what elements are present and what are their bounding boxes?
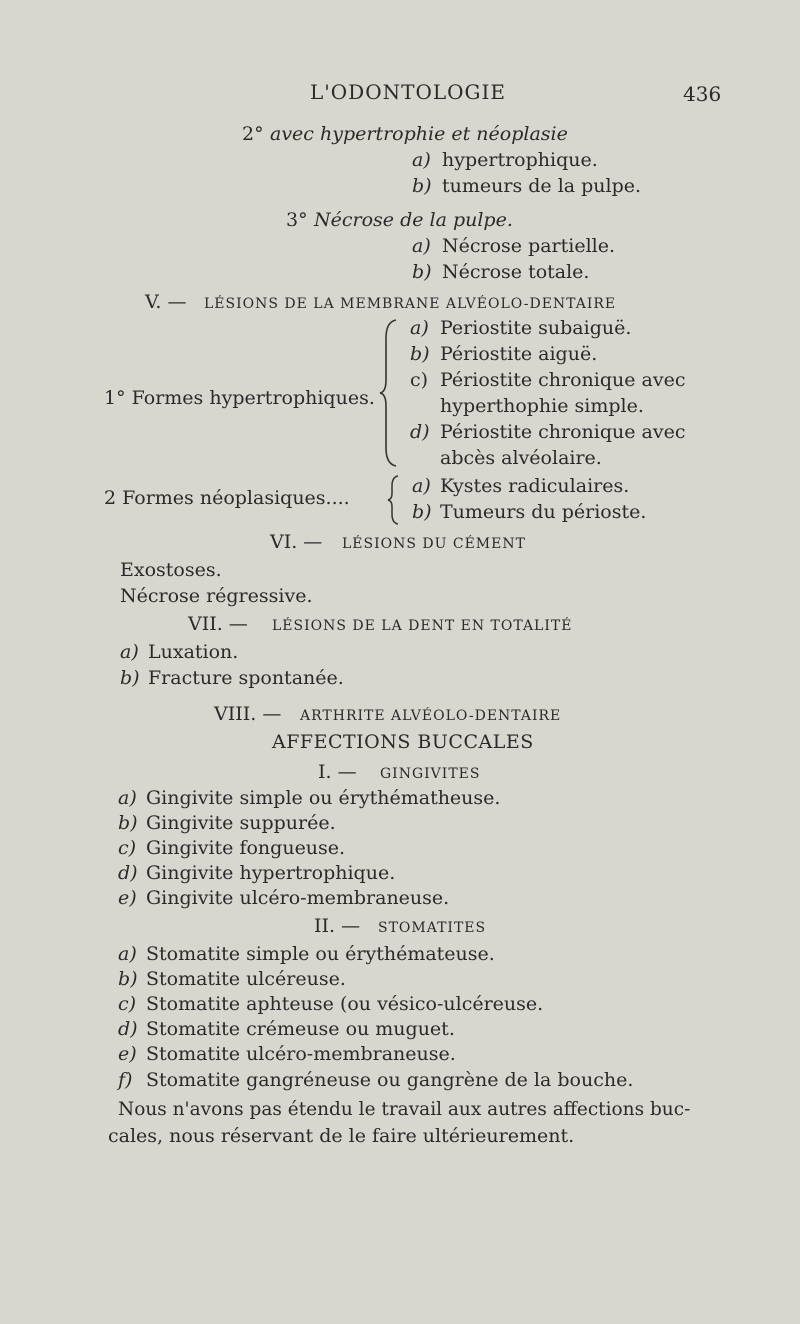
running-title: L'ODONTOLOGIE: [310, 80, 506, 104]
item-text: Luxation.: [148, 641, 239, 663]
subsection-number: 3°: [286, 209, 308, 231]
item-mark: a): [410, 317, 429, 339]
section-title: LÉSIONS DE LA DENT EN TOTALITÉ: [272, 618, 573, 634]
item-text: Périostite chronique avec: [440, 369, 686, 391]
item-text: tumeurs de la pulpe.: [442, 175, 642, 197]
item-mark: a): [120, 641, 139, 663]
section-numeral: II. —: [314, 915, 361, 937]
list-item: Nécrose régressive.: [120, 585, 313, 607]
item-text: hypertrophique.: [442, 149, 598, 171]
item-text: Stomatite aphteuse (ou vésico-ulcéreuse.: [146, 993, 544, 1015]
item-text: Gingivite simple ou érythématheuse.: [146, 787, 501, 809]
group-label: 1° Formes hypertrophiques.: [104, 387, 375, 409]
item-mark: c): [118, 993, 137, 1015]
subsection-number: 2°: [242, 123, 264, 145]
item-text: abcès alvéolaire.: [440, 447, 602, 469]
section-numeral: I. —: [318, 761, 357, 783]
list-item: Exostoses.: [120, 559, 222, 581]
item-text: Périostite aiguë.: [440, 343, 598, 365]
item-mark: a): [412, 475, 431, 497]
item-text: Périostite chronique avec: [440, 421, 686, 443]
item-mark: c): [410, 369, 429, 391]
paragraph-line: Nous n'avons pas étendu le travail aux autres affections buc-: [118, 1099, 691, 1120]
section-numeral: VI. —: [270, 531, 323, 553]
item-text: Nécrose partielle.: [442, 235, 616, 257]
item-mark: f): [118, 1069, 133, 1091]
section-title: LÉSIONS DU CÉMENT: [342, 536, 526, 552]
item-text: Tumeurs du périoste.: [440, 501, 647, 523]
item-mark: a): [412, 149, 431, 171]
item-mark: a): [118, 787, 137, 809]
item-mark: b): [120, 667, 140, 689]
item-text: Gingivite ulcéro-membraneuse.: [146, 887, 450, 909]
item-text: Stomatite simple ou érythémateuse.: [146, 943, 495, 965]
item-text: Stomatite crémeuse ou muguet.: [146, 1018, 455, 1040]
paragraph-line: cales, nous réservant de le faire ultérieurement.: [108, 1125, 575, 1147]
item-text: hyperthophie simple.: [440, 395, 644, 417]
chapter-title: AFFECTIONS BUCCALES: [272, 731, 534, 753]
item-text: Gingivite hypertrophique.: [146, 862, 396, 884]
section-title: ARTHRITE ALVÉOLO-DENTAIRE: [300, 708, 562, 724]
item-text: Stomatite gangréneuse ou gangrène de la bouche.: [146, 1069, 634, 1091]
item-mark: d): [410, 421, 430, 443]
brace-icon: [378, 318, 400, 468]
section-title: STOMATITES: [378, 920, 487, 936]
item-mark: d): [118, 1018, 138, 1040]
item-mark: d): [118, 862, 138, 884]
section-title: LÉSIONS DE LA MEMBRANE ALVÉOLO-DENTAIRE: [204, 296, 617, 312]
item-text: Stomatite ulcéreuse.: [146, 968, 346, 990]
item-text: Nécrose totale.: [442, 261, 590, 283]
page-number: 436: [683, 82, 722, 106]
item-mark: b): [412, 501, 432, 523]
group-label: 2 Formes néoplasiques....: [104, 487, 350, 509]
item-mark: e): [118, 887, 137, 909]
item-mark: b): [118, 812, 138, 834]
brace-icon: [386, 474, 402, 526]
item-mark: b): [118, 968, 138, 990]
section-numeral: VII. —: [188, 613, 248, 635]
subsection-heading: Nécrose de la pulpe.: [314, 209, 513, 231]
section-numeral: V. —: [145, 291, 187, 313]
item-text: Kystes radiculaires.: [440, 475, 630, 497]
subsection-heading: avec hypertrophie et néoplasie: [270, 123, 568, 145]
item-text: Gingivite suppurée.: [146, 812, 336, 834]
item-mark: e): [118, 1043, 137, 1065]
item-text: Fracture spontanée.: [148, 667, 344, 689]
item-mark: a): [118, 943, 137, 965]
item-mark: a): [412, 235, 431, 257]
item-mark: b): [412, 175, 432, 197]
item-text: Periostite subaiguë.: [440, 317, 632, 339]
item-text: Gingivite fongueuse.: [146, 837, 346, 859]
section-numeral: VIII. —: [214, 703, 282, 725]
item-mark: b): [410, 343, 430, 365]
item-mark: b): [412, 261, 432, 283]
item-mark: c): [118, 837, 137, 859]
item-text: Stomatite ulcéro-membraneuse.: [146, 1043, 456, 1065]
section-title: GINGIVITES: [380, 766, 481, 782]
